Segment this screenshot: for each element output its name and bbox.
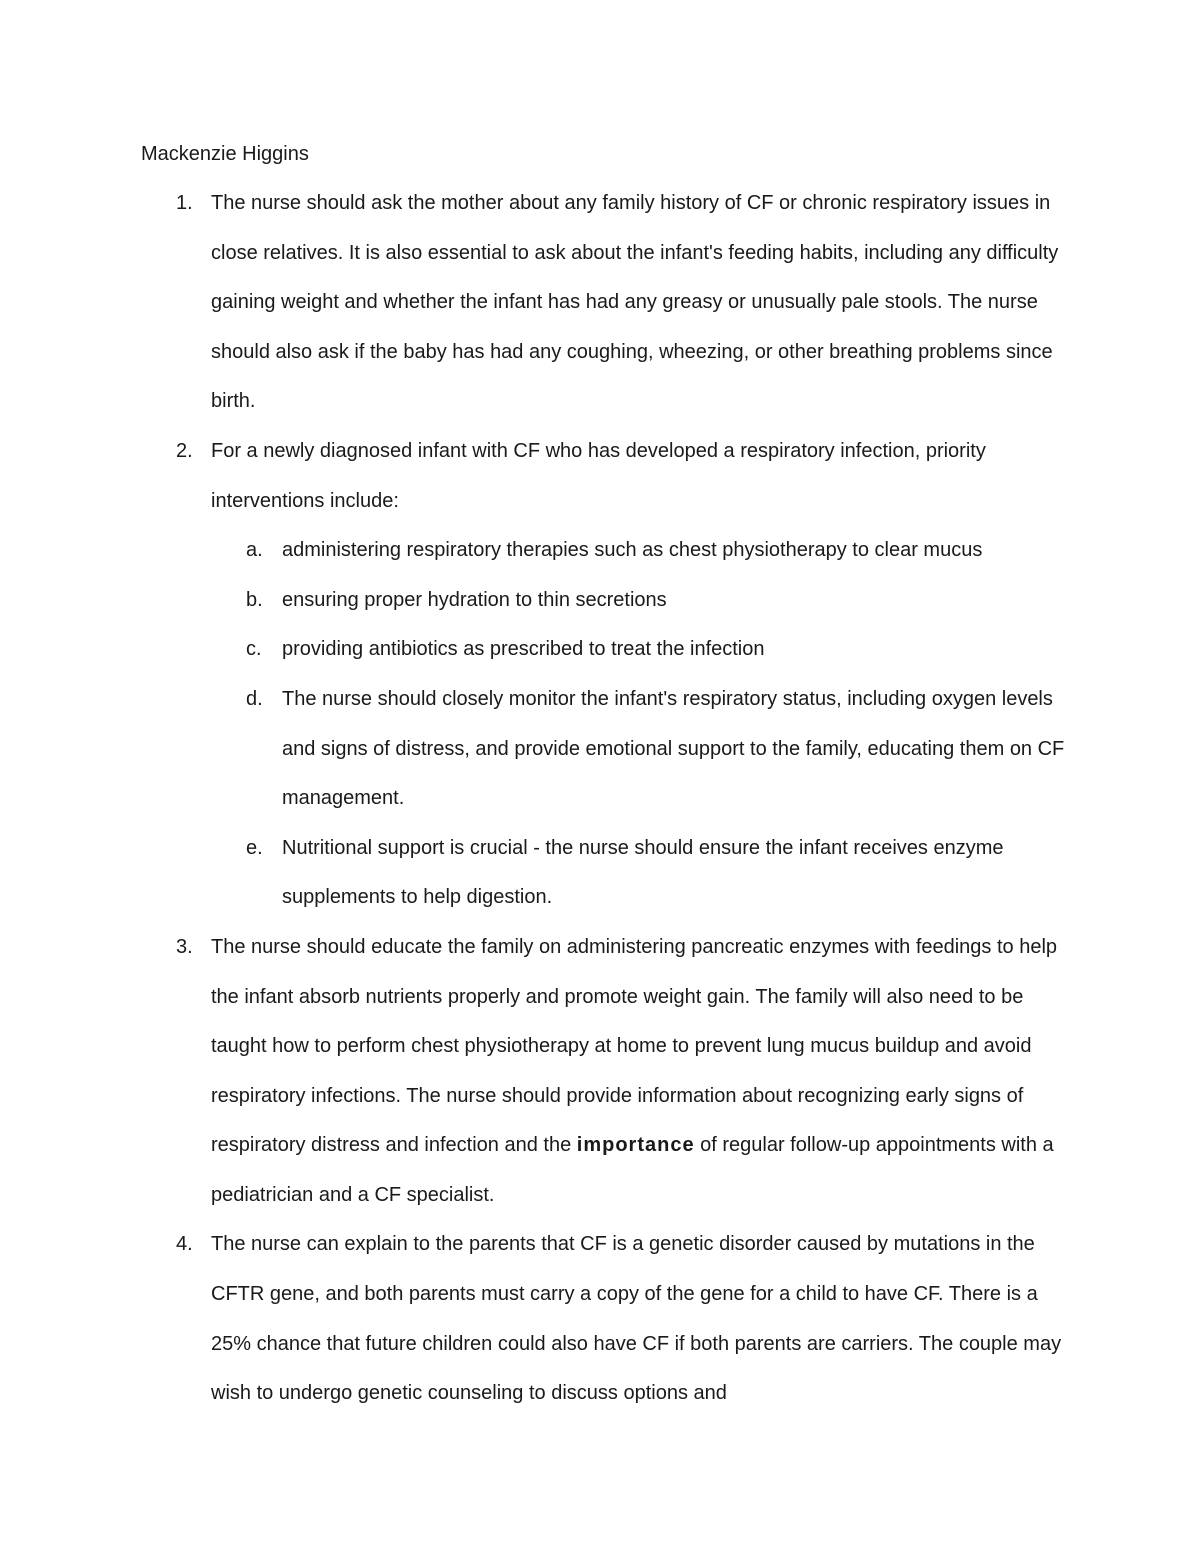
sublist-marker: c. <box>246 638 262 661</box>
list-item-text: The nurse can explain to the parents that CF is a genetic disorder caused by mutations in the CFTR gene, and both parents must carry a copy of the gene for a child to have CF. There is a 25% chance that future children could also have CF if both parents are carriers. The couple may wish to undergo genetic counseling to discuss options and <box>211 1233 1062 1405</box>
text-run: The nurse should educate the family on administering pancreatic enzymes with feedings to help the infant absorb nutrients properly and promote weight gain. The family will also need to be taught how to perform chest physiotherapy at home to prevent lung mucus buildup and avoid respiratory infections. The nurse should provide information about recognizing early signs of respiratory distress and infection and the <box>211 935 1058 1157</box>
list-item-4 <box>0 1220 1200 1418</box>
list-marker: 3. <box>176 935 193 958</box>
author-name: Mackenzie Higgins <box>141 143 309 165</box>
sublist-item-b <box>0 576 1200 626</box>
list-item-1 <box>0 179 1200 427</box>
answer-list <box>0 179 1200 1419</box>
sublist-item-text: Nutritional support is crucial - the nurse should ensure the infant receives enzyme supplements to help digestion. <box>282 836 1004 909</box>
sublist-marker: a. <box>246 539 263 562</box>
list-item-text: For a newly diagnosed infant with CF who has developed a respiratory infection, priority interventions include: <box>211 439 986 512</box>
list-item-3 <box>0 923 1200 1221</box>
sublist-marker: d. <box>246 687 263 710</box>
list-item-text: The nurse should ask the mother about any family history of CF or chronic respiratory issues in close relatives. It is also essential to ask about the infant's feeding habits, including any difficulty gaining weight and whether the infant has had any greasy or unusually pale stools. The nurse should also ask if the baby has had any coughing, wheezing, or other breathing problems since birth. <box>211 192 1059 413</box>
sublist-item-a <box>0 526 1200 576</box>
list-marker: 4. <box>176 1233 193 1256</box>
sublist-item-text: administering respiratory therapies such as chest physiotherapy to clear mucus <box>282 539 983 562</box>
list-marker: 2. <box>176 439 193 462</box>
sublist-item-c <box>0 625 1200 675</box>
sublist-marker: e. <box>246 836 263 859</box>
sublist-item-text: The nurse should closely monitor the infant's respiratory status, including oxygen levels and signs of distress, and provide emotional support to the family, educating them on CF management. <box>282 687 1065 810</box>
sublist-item-text: ensuring proper hydration to thin secretions <box>282 588 667 611</box>
text-run: of regular follow-up appointments with a pediatrician and a CF specialist. <box>211 1134 1054 1206</box>
sublist-item-d <box>0 675 1200 824</box>
list-item-text <box>211 923 1066 1221</box>
bold-word: importance <box>576 1134 695 1157</box>
sublist-item-text: providing antibiotics as prescribed to treat the infection <box>282 638 765 661</box>
sublist-item-e <box>0 824 1200 923</box>
list-item-2 <box>0 427 1200 923</box>
list-marker: 1. <box>176 192 193 214</box>
sublist-marker: b. <box>246 588 263 611</box>
